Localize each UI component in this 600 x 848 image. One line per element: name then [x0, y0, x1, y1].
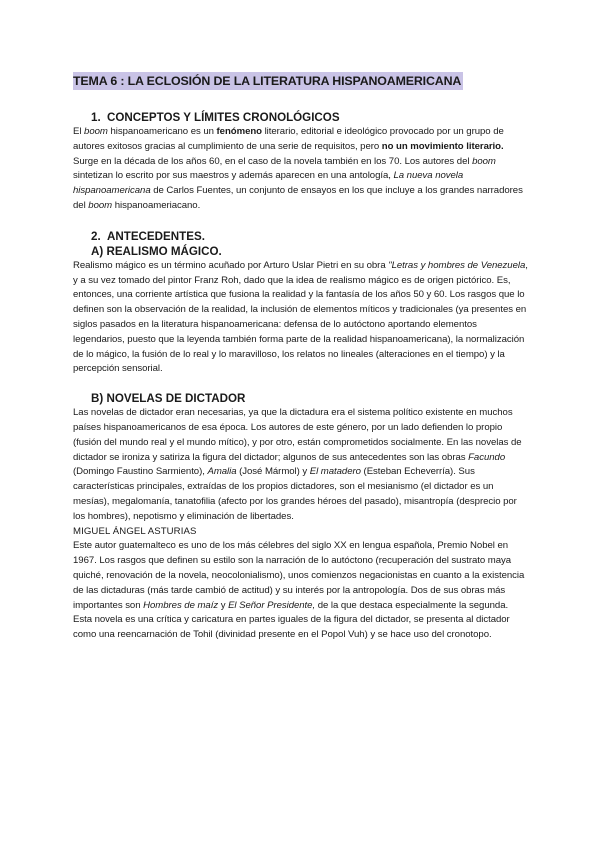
italic-run: El matadero — [309, 466, 361, 478]
text-run: sintetizan lo escrito por sus maestros y además aparecen en una antología, — [73, 170, 394, 182]
text-run: hispanoamericano es un — [107, 126, 217, 137]
bold-run: fenómeno — [216, 126, 262, 137]
section-2-title: ANTECEDENTES. — [107, 229, 205, 243]
text-run: de la que destaca especialmente la segunda. Esta novela es una crítica y caricatura en partes iguales de la figura del dictador, se presenta al dictador como una reencarnación de Tohil (divinidad presente en el Popol Vuh) y se hace uso del cronotopo. — [73, 599, 510, 641]
section-2-heading — [73, 229, 529, 244]
italic-run: boom — [84, 126, 108, 137]
italic-run: El Señor Presidente, — [228, 599, 316, 611]
text-run: literario, editorial e ideológico provocado por un grupo de autores exitosos gracias al cumplimiento de una serie de requisitos, pero — [73, 126, 504, 152]
document-title: TEMA 6 : LA ECLOSIÓN DE LA LITERATURA HISPANOAMERICANA — [73, 74, 462, 88]
section-1-heading — [73, 110, 529, 125]
italic-run: "Letras y hombres de Venezuela — [388, 259, 526, 271]
text-run: El — [73, 126, 85, 137]
text-run: y — [218, 599, 229, 611]
section-1-title: CONCEPTOS Y LÍMITES CRONOLÓGICOS — [107, 111, 340, 124]
text-run: , y a su vez tomado del pintor Franz Roh, dado que la idea de realismo mágico es de origen pictórico. Es, entonces, una corriente artística que fusiona la realidad y la fantasía de los años 50 y 60. Los rasgos que lo definen son la observación de la realidad, la inclusión de elementos míticos y tradicionales (ya presentes en siglos pasados en la literatura hispanoamericana: defensa de lo autóctono aportando elementos legendarios, puesto que la leyenda también forma parte de la realidad hispanoamericana), la normalización de lo mágico, la fusión de lo real y lo maravilloso, los relatos no lineales (alteraciones en el tiempo) y la percepción sensorial. — [73, 259, 528, 375]
text-run: Las novelas de dictador eran necesarias, ya que la dictadura era el sistema político existente en muchos países hispanoamericanos de esa época. Los autores de este género, por un lado defienden lo propio (fusión del mundo real y el mundo mítico), y por otro, están comprometidos socialmente. En las novelas de dictador se ironiza y satiriza la figura del dictador; algunos de sus antecedentes son las obras — [73, 407, 522, 463]
text-run: (Domingo Faustino Sarmiento), — [73, 466, 208, 478]
subsection-a-heading: A) REALISMO MÁGICO. — [91, 244, 222, 258]
text-run: Surge en la década de los años 60, en el caso de la novela también en los 70. Los autores del — [73, 155, 473, 167]
italic-run: Hombres de maíz — [143, 599, 219, 611]
author-paragraph — [73, 539, 529, 643]
title-block — [73, 72, 529, 90]
text-run: de Carlos Fuentes, un conjunto de ensayos en los que incluye a los grandes narradores del — [73, 185, 523, 211]
italic-run: La nueva novela hispanoamericana — [73, 170, 464, 197]
italic-run: Amalia — [207, 466, 237, 478]
subsection-b-paragraph — [73, 406, 529, 524]
section-1-number: 1. — [91, 111, 101, 124]
text-run: Este autor guatemalteco es uno de los más célebres del siglo XX en lengua española, Premio Nobel en 1967. Los rasgos que definen su estilo son la narración de lo autóctono (recuperación del sustrato maya quiché, renovación de la novela, neocolonialismo), unos comienzos negacionistas en cuanto a la existencia de las dictaduras (más tarde cambió de actitud) y su interés por la antropología. Dos de sus obras más importantes son — [73, 540, 525, 611]
document-page — [73, 72, 529, 643]
italic-run: boom — [472, 155, 496, 167]
text-run: (Esteban Echeverría). Sus características principales, extraídas de los propios dictadores, son el mesianismo (el dictador es un mesías), megalomanía, tanatofilia (afecto por los grandes héroes del pasado), misantropía (desprecio por los hombres), nepotismo y eliminación de libertades. — [73, 466, 517, 522]
italic-run: Facundo — [468, 451, 506, 463]
italic-run: boom — [88, 199, 113, 211]
text-run: hispanoameriacano. — [112, 199, 201, 211]
bold-run: no un movimiento literario. — [381, 140, 504, 152]
section-1-paragraph — [73, 125, 529, 214]
text-run: Realismo mágico es un término acuñado por Arturo Uslar Pietri en su obra — [73, 259, 389, 271]
author-heading: MIGUEL ÁNGEL ASTURIAS — [73, 525, 197, 537]
subsection-a-paragraph — [73, 259, 529, 377]
section-2-number: 2. — [91, 229, 101, 243]
text-run: (José Mármol) y — [236, 466, 310, 478]
subsection-b-heading: B) NOVELAS DE DICTADOR — [91, 392, 246, 406]
